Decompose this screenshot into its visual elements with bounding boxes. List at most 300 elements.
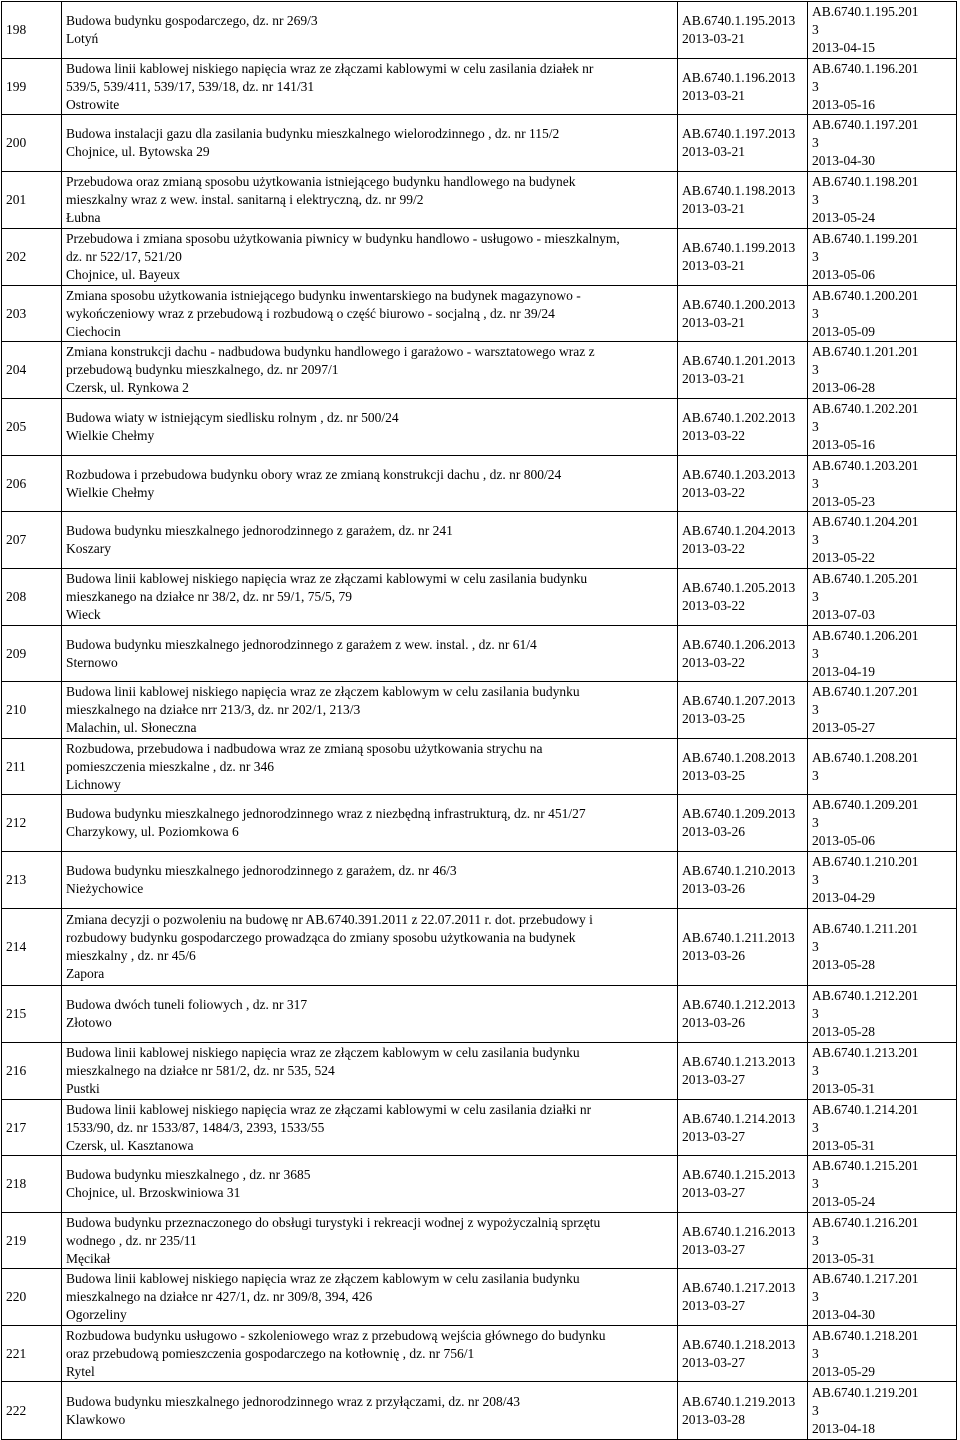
description-line: Przebudowa oraz zmianą sposobu użytkowania istniejącego budynku handlowego na budynek [66,174,576,189]
application-date: 2013-03-21 [682,87,745,103]
decision-sign: AB.6740.1.210.201 [812,854,919,869]
description-line: Wielkie Chełmy [66,484,155,500]
decision-sign-end: 3 [812,135,819,150]
decision-sign-end: 3 [812,192,819,207]
application-cell [678,2,808,59]
decision-date: 2013-05-06 [812,833,875,848]
decision-cell [808,399,957,456]
row-number: 208 [2,569,62,626]
decision-date: 2013-05-24 [812,210,875,225]
description-line: Lotyń [66,31,99,46]
application-sign: AB.6740.1.210.2013 [682,863,796,878]
application-sign: AB.6740.1.211.2013 [682,930,795,945]
decision-sign-end: 3 [812,1232,819,1248]
project-description [62,909,678,986]
project-description [62,986,678,1043]
description-line: mieszkanego na działce nr 38/2, dz. nr 59/1, 75/5, 79 [66,589,353,604]
project-description [62,682,678,739]
decision-cell [808,1382,957,1440]
application-cell [678,456,808,512]
application-sign: AB.6740.1.212.2013 [682,997,796,1012]
row-number: 216 [2,1043,62,1100]
application-sign: AB.6740.1.217.2013 [682,1280,796,1295]
application-date: 2013-03-21 [682,201,745,216]
description-line: Rozbudowa i przebudowa budynku obory wraz ze zmianą konstrukcji dachu , dz. nr 800/24 [66,466,562,482]
application-sign: AB.6740.1.209.2013 [682,806,796,821]
description-line: oraz przebudową pomieszczenia gospodarczego na kotłownię , dz. nr 756/1 [66,1345,475,1361]
decision-sign: AB.6740.1.202.201 [812,401,919,416]
application-cell [678,59,808,115]
decision-date: 2013-04-29 [812,890,875,905]
row-number: 203 [2,286,62,342]
application-date: 2013-03-27 [682,1354,745,1370]
decision-date: 2013-05-22 [812,550,875,565]
application-date: 2013-03-21 [682,371,745,386]
application-cell [678,172,808,229]
description-line: Budowa linii kablowej niskiego napięcia wraz ze złączami kablowymi w celu zasilania działki nr [66,1101,592,1117]
decision-sign: AB.6740.1.200.201 [812,287,919,303]
decision-sign-end: 3 [812,362,819,377]
table-row [2,909,957,986]
decision-sign: AB.6740.1.213.201 [812,1045,919,1060]
description-line: mieszkalnego na działce nrr 213/3, dz. nr 202/1, 213/3 [66,702,361,717]
application-cell [678,852,808,909]
description-line: Zmiana konstrukcji dachu - nadbudowa budynku handlowego i garażowo - warsztatowego wraz z [66,344,595,359]
decision-cell [808,115,957,172]
description-line: Czersk, ul. Kasztanowa [66,1137,194,1153]
table-row [2,1269,957,1326]
table-row [2,2,957,59]
table-row [2,852,957,909]
application-sign: AB.6740.1.216.2013 [682,1223,796,1239]
decision-cell [808,795,957,852]
description-line: Rozbudowa budynku usługowo - szkoleniowego wraz z przebudową wejścia głównego do budynku [66,1327,606,1343]
register-table [1,1,957,1440]
project-description [62,626,678,682]
description-line: Sternowo [66,654,118,670]
decision-date: 2013-05-29 [812,1363,875,1379]
application-cell [678,1100,808,1156]
application-date: 2013-03-26 [682,948,745,963]
project-description [62,115,678,172]
decision-date: 2013-05-23 [812,493,875,509]
application-date: 2013-03-27 [682,1241,745,1257]
description-line: Łubna [66,210,101,225]
description-line: Koszary [66,541,111,556]
description-line: Lichnowy [66,776,121,792]
application-date: 2013-03-21 [682,258,745,273]
application-sign: AB.6740.1.205.2013 [682,580,796,595]
description-line: wykończeniowy wraz z przebudową i rozbudową o część biurowo - socjalną , dz. nr 39/24 [66,305,555,321]
decision-date: 2013-05-31 [812,1137,875,1153]
application-cell [678,569,808,626]
project-description [62,2,678,59]
decision-sign: AB.6740.1.216.201 [812,1214,919,1230]
decision-sign: AB.6740.1.218.201 [812,1327,919,1343]
decision-cell [808,2,957,59]
decision-cell [808,286,957,342]
table-row [2,229,957,286]
decision-cell [808,456,957,512]
description-line: 539/5, 539/411, 539/17, 539/18, dz. nr 141/31 [66,78,315,94]
decision-date: 2013-05-31 [812,1250,875,1266]
application-sign: AB.6740.1.215.2013 [682,1167,796,1182]
row-number: 212 [2,795,62,852]
table-row [2,512,957,569]
description-line: Ciechocin [66,323,121,339]
table-row [2,456,957,512]
table-row [2,172,957,229]
table-row [2,399,957,456]
description-line: Budowa wiaty w istniejącym siedlisku rolnym , dz. nr 500/24 [66,410,399,425]
decision-sign: AB.6740.1.208.201 [812,749,919,765]
application-sign: AB.6740.1.202.2013 [682,410,796,425]
row-number: 220 [2,1269,62,1326]
decision-cell [808,909,957,986]
application-sign: AB.6740.1.207.2013 [682,693,796,708]
application-cell [678,1269,808,1326]
application-date: 2013-03-27 [682,1298,745,1313]
decision-cell [808,59,957,115]
decision-sign: AB.6740.1.214.201 [812,1101,919,1117]
decision-sign-end: 3 [812,1289,819,1304]
table-row [2,569,957,626]
description-line: mieszkalnego na działce nr 581/2, dz. nr 535, 524 [66,1063,335,1078]
decision-sign-end: 3 [812,872,819,887]
description-line: Budowa linii kablowej niskiego napięcia wraz ze złączami kablowymi w celu zasilania budynku [66,571,588,586]
table-row [2,986,957,1043]
description-line: Budowa budynku mieszkalnego jednorodzinnego wraz z niezbędną infrastrukturą, dz. nr 451/27 [66,806,586,821]
application-sign: AB.6740.1.219.2013 [682,1393,796,1409]
application-cell [678,1156,808,1213]
table-row [2,1100,957,1156]
row-number: 213 [2,852,62,909]
description-line: dz. nr 522/17, 521/20 [66,249,182,264]
description-line: Pustki [66,1081,100,1096]
application-sign: AB.6740.1.206.2013 [682,636,796,652]
description-line: Czersk, ul. Rynkowa 2 [66,380,189,395]
application-date: 2013-03-22 [682,484,745,500]
decision-sign-end: 3 [812,1119,819,1135]
decision-sign-end: 3 [812,305,819,321]
decision-sign-end: 3 [812,1006,819,1021]
application-cell [678,399,808,456]
description-line: mieszkalny , dz. nr 45/6 [66,948,196,963]
row-number: 210 [2,682,62,739]
table-row [2,795,957,852]
decision-sign: AB.6740.1.196.201 [812,60,919,76]
description-line: rozbudowy budynku gospodarczego prowadząca do zmiany sposobu użytkowania na budynek [66,930,576,945]
application-cell [678,626,808,682]
project-description [62,1213,678,1269]
decision-cell [808,1156,957,1213]
application-date: 2013-03-22 [682,428,745,443]
description-line: Budowa budynku mieszkalnego jednorodzinnego z garażem z wew. instal. , dz. nr 61/4 [66,636,537,652]
decision-sign-end: 3 [812,1063,819,1078]
decision-date: 2013-05-31 [812,1081,875,1096]
table-row [2,739,957,795]
decision-sign-end: 3 [812,702,819,717]
application-date: 2013-03-21 [682,314,745,330]
project-description [62,1326,678,1382]
application-cell [678,986,808,1043]
decision-cell [808,1326,957,1382]
application-cell [678,795,808,852]
application-date: 2013-03-26 [682,1015,745,1030]
table-row [2,1156,957,1213]
application-sign: AB.6740.1.204.2013 [682,523,796,538]
decision-sign-end: 3 [812,22,819,37]
decision-sign: AB.6740.1.206.201 [812,627,919,643]
application-cell [678,1043,808,1100]
application-cell [678,1382,808,1440]
decision-date: 2013-05-09 [812,323,875,339]
description-line: Męcikał [66,1250,111,1266]
decision-date: 2013-04-18 [812,1420,875,1436]
description-line: Nieżychowice [66,881,144,896]
application-date: 2013-03-22 [682,654,745,670]
application-cell [678,909,808,986]
description-line: Wielkie Chełmy [66,428,155,443]
project-description [62,342,678,399]
description-line: Klawkowo [66,1411,126,1427]
description-line: Chojnice, ul. Bytowska 29 [66,144,210,159]
application-cell [678,229,808,286]
row-number: 201 [2,172,62,229]
description-line: Budowa linii kablowej niskiego napięcia wraz ze złączem kablowym w celu zasilania budynku [66,1045,580,1060]
application-date: 2013-03-26 [682,824,745,839]
decision-sign: AB.6740.1.215.201 [812,1158,919,1173]
decision-cell [808,852,957,909]
decision-sign-end: 3 [812,767,819,783]
decision-sign-end: 3 [812,939,819,954]
row-number: 198 [2,2,62,59]
row-number: 207 [2,512,62,569]
description-line: Rozbudowa, przebudowa i nadbudowa wraz ze zmianą sposobu użytkowania strychu na [66,740,543,756]
decision-cell [808,1043,957,1100]
description-line: Budowa budynku mieszkalnego jednorodzinnego z garażem, dz. nr 241 [66,523,453,538]
description-line: Chojnice, ul. Bayeux [66,267,180,282]
row-number: 205 [2,399,62,456]
decision-date: 2013-05-16 [812,96,875,112]
application-cell [678,1326,808,1382]
row-number: 199 [2,59,62,115]
project-description [62,59,678,115]
row-number: 206 [2,456,62,512]
decision-sign-end: 3 [812,815,819,830]
application-cell [678,512,808,569]
row-number: 200 [2,115,62,172]
application-sign: AB.6740.1.203.2013 [682,466,796,482]
decision-cell [808,342,957,399]
decision-sign: AB.6740.1.207.201 [812,684,919,699]
decision-sign: AB.6740.1.199.201 [812,231,919,246]
decision-sign: AB.6740.1.204.201 [812,514,919,529]
table-row [2,1213,957,1269]
decision-sign-end: 3 [812,78,819,94]
project-description [62,399,678,456]
decision-sign-end: 3 [812,1176,819,1191]
decision-sign: AB.6740.1.201.201 [812,344,919,359]
application-date: 2013-03-27 [682,1072,745,1087]
description-line: Budowa budynku mieszkalnego , dz. nr 3685 [66,1167,311,1182]
decision-cell [808,512,957,569]
row-number: 202 [2,229,62,286]
application-cell [678,286,808,342]
application-date: 2013-03-26 [682,881,745,896]
table-row [2,115,957,172]
description-line: Budowa budynku mieszkalnego jednorodzinnego wraz z przyłączami, dz. nr 208/43 [66,1393,520,1409]
decision-sign-end: 3 [812,475,819,491]
table-row [2,1382,957,1440]
decision-cell [808,682,957,739]
row-number: 215 [2,986,62,1043]
description-line: Rytel [66,1363,95,1379]
project-description [62,1043,678,1100]
application-sign: AB.6740.1.200.2013 [682,296,796,312]
application-cell [678,1213,808,1269]
project-description [62,1269,678,1326]
description-line: Budowa linii kablowej niskiego napięcia wraz ze złączem kablowym w celu zasilania budynku [66,684,580,699]
description-line: Zapora [66,966,105,981]
decision-date: 2013-05-28 [812,957,875,972]
description-line: Malachin, ul. Słoneczna [66,720,197,735]
application-cell [678,342,808,399]
application-cell [678,115,808,172]
decision-sign-end: 3 [812,419,819,434]
decision-sign: AB.6740.1.203.201 [812,457,919,473]
application-sign: AB.6740.1.213.2013 [682,1054,796,1069]
decision-date: 2013-04-30 [812,1307,875,1322]
decision-date: 2013-05-06 [812,267,875,282]
table-row [2,59,957,115]
description-line: pomieszczenia mieszkalne , dz. nr 346 [66,758,275,774]
description-line: Zmiana decyzji o pozwoleniu na budowę nr AB.6740.391.2011 z 22.07.2011 r. dot. przebudowy i [66,912,593,927]
decision-cell [808,1100,957,1156]
description-line: Budowa budynku mieszkalnego jednorodzinnego z garażem, dz. nr 46/3 [66,863,457,878]
table-row [2,626,957,682]
decision-sign-end: 3 [812,532,819,547]
application-date: 2013-03-27 [682,1128,745,1144]
row-number: 204 [2,342,62,399]
decision-sign-end: 3 [812,249,819,264]
decision-sign-end: 3 [812,1345,819,1361]
decision-cell [808,229,957,286]
description-line: przebudową budynku mieszkalnego, dz. nr 2097/1 [66,362,339,377]
project-description [62,569,678,626]
project-description [62,229,678,286]
description-line: Budowa budynku przeznaczonego do obsługi turystyki i rekreacji wodnej z wypożyczalnią sprzętu [66,1214,601,1230]
project-description [62,1100,678,1156]
table-row [2,682,957,739]
row-number: 219 [2,1213,62,1269]
application-sign: AB.6740.1.208.2013 [682,749,796,765]
decision-date: 2013-05-24 [812,1194,875,1209]
decision-date: 2013-05-16 [812,437,875,452]
row-number: 211 [2,739,62,795]
table-row [2,1326,957,1382]
row-number: 209 [2,626,62,682]
decision-sign: AB.6740.1.212.201 [812,988,919,1003]
decision-date: 2013-05-28 [812,1024,875,1039]
decision-date: 2013-04-15 [812,40,875,55]
decision-sign: AB.6740.1.197.201 [812,117,919,132]
description-line: Zmiana sposobu użytkowania istniejącego budynku inwentarskiego na budynek magazynowo - [66,287,581,303]
description-line: Budowa budynku gospodarczego, dz. nr 269/3 [66,13,318,28]
application-sign: AB.6740.1.218.2013 [682,1336,796,1352]
description-line: Ogorzeliny [66,1307,127,1322]
application-cell [678,682,808,739]
decision-sign: AB.6740.1.195.201 [812,4,919,19]
decision-cell [808,1269,957,1326]
decision-cell [808,626,957,682]
application-date: 2013-03-22 [682,598,745,613]
decision-sign-end: 3 [812,645,819,661]
description-line: mieszkalnego na działce nr 427/1, dz. nr 309/8, 394, 426 [66,1289,373,1304]
project-description [62,1156,678,1213]
project-description [62,795,678,852]
application-sign: AB.6740.1.198.2013 [682,183,796,198]
decision-cell [808,172,957,229]
table-row [2,286,957,342]
application-date: 2013-03-21 [682,144,745,159]
row-number: 221 [2,1326,62,1382]
decision-cell [808,739,957,795]
project-description [62,172,678,229]
decision-sign: AB.6740.1.217.201 [812,1271,919,1286]
description-line: Budowa linii kablowej niskiego napięcia wraz ze złączem kablowym w celu zasilania budynku [66,1271,580,1286]
project-description [62,739,678,795]
application-sign: AB.6740.1.195.2013 [682,13,796,28]
description-line: Ostrowite [66,96,120,112]
decision-sign-end: 3 [812,589,819,604]
decision-sign: AB.6740.1.198.201 [812,174,919,189]
decision-date: 2013-04-30 [812,153,875,168]
row-number: 218 [2,1156,62,1213]
description-line: Budowa dwóch tuneli foliowych , dz. nr 317 [66,997,308,1012]
description-line: Budowa linii kablowej niskiego napięcia wraz ze złączami kablowymi w celu zasilania działek nr [66,60,594,76]
decision-cell [808,569,957,626]
application-cell [678,739,808,795]
application-sign: AB.6740.1.201.2013 [682,353,796,368]
project-description [62,456,678,512]
description-line: Wieck [66,607,101,622]
decision-sign-end: 3 [812,1402,819,1418]
table-row [2,1043,957,1100]
description-line: Charzykowy, ul. Poziomkowa 6 [66,824,239,839]
register-body [2,2,957,1440]
row-number: 217 [2,1100,62,1156]
decision-date: 2013-05-27 [812,720,875,735]
application-date: 2013-03-22 [682,541,745,556]
description-line: mieszkalny wraz z wew. instal. sanitarną i elektryczną, dz. nr 99/2 [66,192,424,207]
decision-date: 2013-07-03 [812,607,875,622]
project-description [62,852,678,909]
decision-cell [808,1213,957,1269]
description-line: Złotowo [66,1015,112,1030]
project-description [62,512,678,569]
application-sign: AB.6740.1.197.2013 [682,126,796,141]
description-line: wodnego , dz. nr 235/11 [66,1232,197,1248]
application-date: 2013-03-28 [682,1411,745,1427]
description-line: 1533/90, dz. nr 1533/87, 1484/3, 2393, 1533/55 [66,1119,325,1135]
project-description [62,286,678,342]
application-sign: AB.6740.1.196.2013 [682,69,796,85]
application-sign: AB.6740.1.199.2013 [682,240,796,255]
row-number: 222 [2,1382,62,1440]
decision-sign: AB.6740.1.209.201 [812,797,919,812]
decision-sign: AB.6740.1.211.201 [812,921,919,936]
